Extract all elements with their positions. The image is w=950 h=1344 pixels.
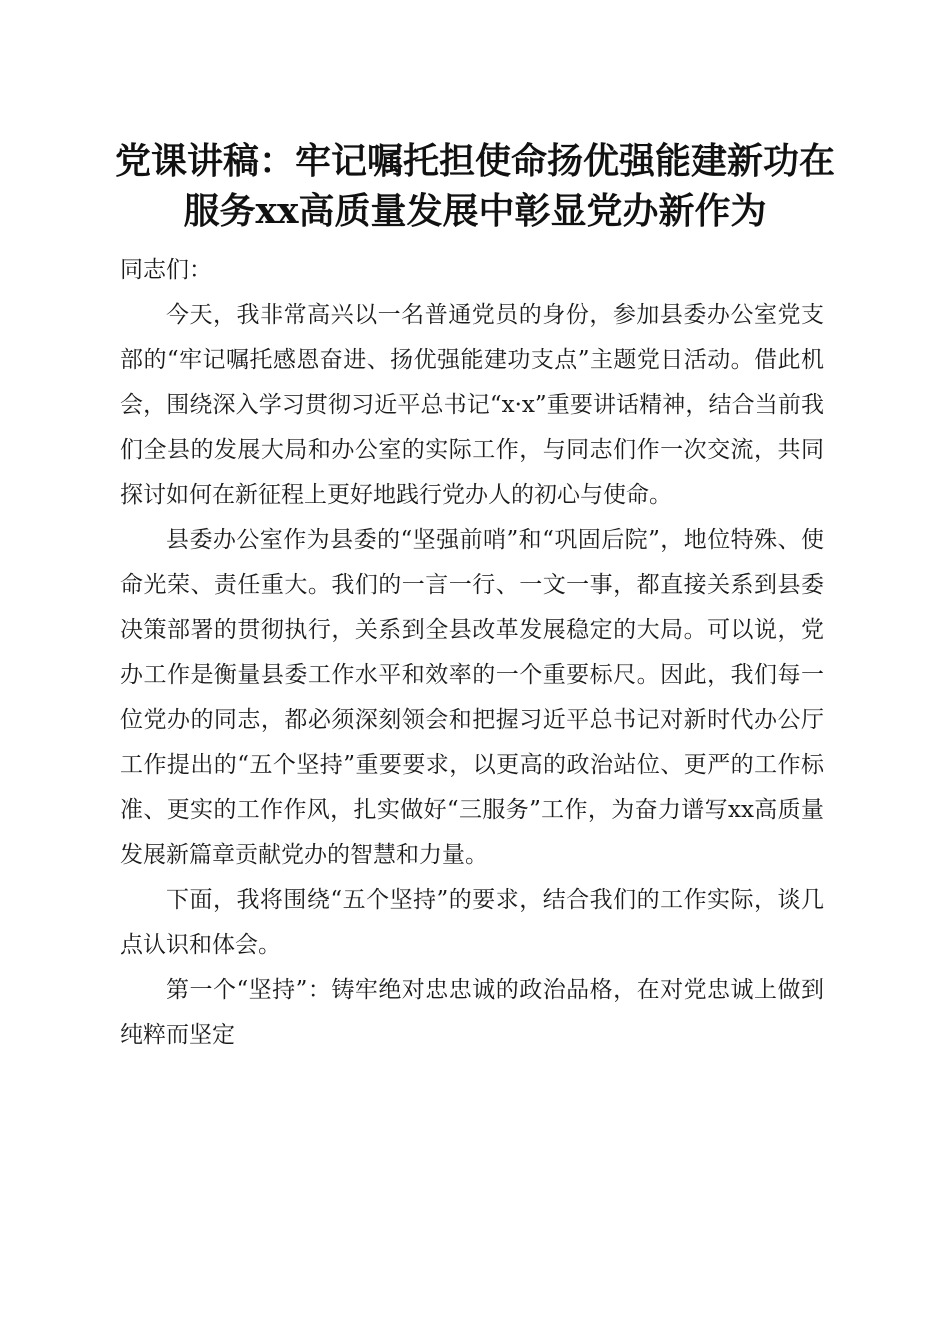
- paragraph-1: 今天，我非常高兴以一名普通党员的身份，参加县委办公室党支部的“牢记嘱托感恩奋进、扬优强能建功支点”主题党日活动。借此机会，围绕深入学习贯彻习近平总书记“x·x”重要讲话精神，结合当前我们全县的发展大局和办公室的实际工作，与同志们作一次交流，共同探讨如何在新征程上更好地践行党办人的初心与使命。: [120, 302, 824, 508]
- salutation: 同志们：: [120, 257, 212, 283]
- paragraph-2: 县委办公室作为县委的“坚强前哨”和“巩固后院”，地位特殊、使命光荣、责任重大。我们的一言一行、一文一事，都直接关系到县委决策部署的贯彻执行，关系到全县改革发展稳定的大局。可以说，党办工作是衡量县委工作水平和效率的一个重要标尺。因此，我们每一位党办的同志，都必须深刻领会和把握习近平总书记对新时代办公厅工作提出的“五个坚持”重要要求，以更高的政治站位、更严的工作标准、更实的工作作风，扎实做好“三服务”工作，为奋力谱写xx高质量发展新篇章贡献党办的智慧和力量。: [120, 527, 824, 868]
- document-title: [110, 136, 840, 236]
- section-heading-1: 第一个“坚持”：铸牢绝对忠忠诚的政治品格，在对党忠诚上做到纯粹而坚定: [120, 977, 824, 1048]
- document-body: [120, 248, 824, 1058]
- paragraph-3: 下面，我将围绕“五个坚持”的要求，结合我们的工作实际，谈几点认识和体会。: [120, 887, 824, 958]
- title-line-1: 党课讲稿：牢记嘱托担使命扬优强能建新功在: [114, 140, 835, 182]
- title-line-2: 服务xx高质量发展中彰显党办新作为: [183, 190, 767, 232]
